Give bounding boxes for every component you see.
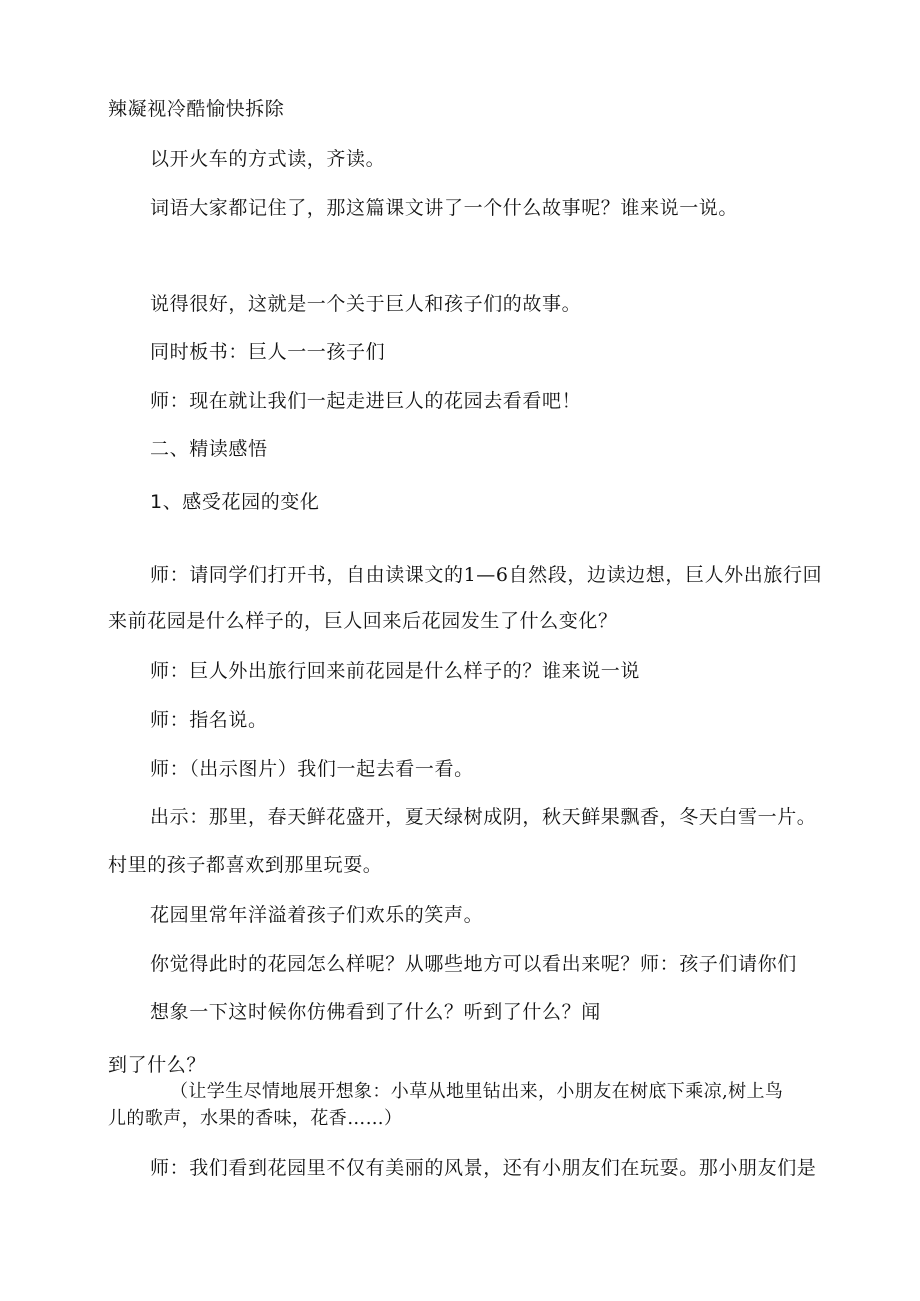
- reading-instruction: 以开火车的方式读，齐读。: [150, 148, 386, 170]
- story-question: 词语大家都记住了，那这篇课文讲了一个什么故事呢？谁来说一说。: [150, 197, 739, 219]
- paragraph-line: 师：我们看到花园里不仅有美丽的风景，还有小朋友们在玩耍。那小朋友们是: [150, 1157, 817, 1179]
- paragraph-line: 想象一下这时候你仿佛看到了什么？听到了什么？闻: [150, 1001, 601, 1023]
- vocab-line: 辣凝视冷酷愉快拆除: [108, 98, 285, 120]
- paragraph-line: （让学生尽情地展开想象：小草从地里钻出来，小朋友在树底下乘凉,树上鸟: [170, 1081, 784, 1102]
- board-writing: 同时板书：巨人一一孩子们: [150, 341, 386, 363]
- paragraph-line: 花园里常年洋溢着孩子们欢乐的笑声。: [150, 904, 484, 926]
- paragraph-line: 出示：那里，春天鲜花盛开，夏天绿树成阴，秋天鲜果飘香，冬天白雪一片。: [150, 806, 817, 828]
- paragraph-line: 师：巨人外出旅行回来前花园是什么样子的？谁来说一说: [150, 660, 641, 682]
- paragraph-line: 师：指名说。: [150, 709, 268, 731]
- paragraph-line: 师：请同学们打开书，自由读课文的1—6自然段，边读边想，巨人外出旅行回: [150, 564, 823, 586]
- praise-line: 说得很好，这就是一个关于巨人和孩子们的故事。: [150, 293, 582, 315]
- paragraph-line: 到了什么？: [108, 1054, 207, 1076]
- paragraph-line: 来前花园是什么样子的，巨人回来后花园发生了什么变化？: [108, 610, 618, 632]
- subsection-title: 、感受花园的变化: [162, 491, 320, 513]
- paragraph-line: 儿的歌声，水果的香味，花香……）: [108, 1108, 403, 1129]
- paragraph-line: 村里的孩子都喜欢到那里玩耍。: [108, 854, 383, 876]
- subsection-number: 1: [150, 491, 163, 513]
- section-heading: 二、精读感悟: [150, 438, 268, 460]
- paragraph-line: 师：（出示图片）我们一起去看一看。: [150, 758, 474, 780]
- teacher-line: 师：现在就让我们一起走进巨人的花园去看看吧！: [150, 390, 582, 412]
- subsection-heading: [150, 490, 320, 514]
- paragraph-line: 你觉得此时的花园怎么样呢？从哪些地方可以看出来呢？师：孩子们请你们: [150, 953, 797, 975]
